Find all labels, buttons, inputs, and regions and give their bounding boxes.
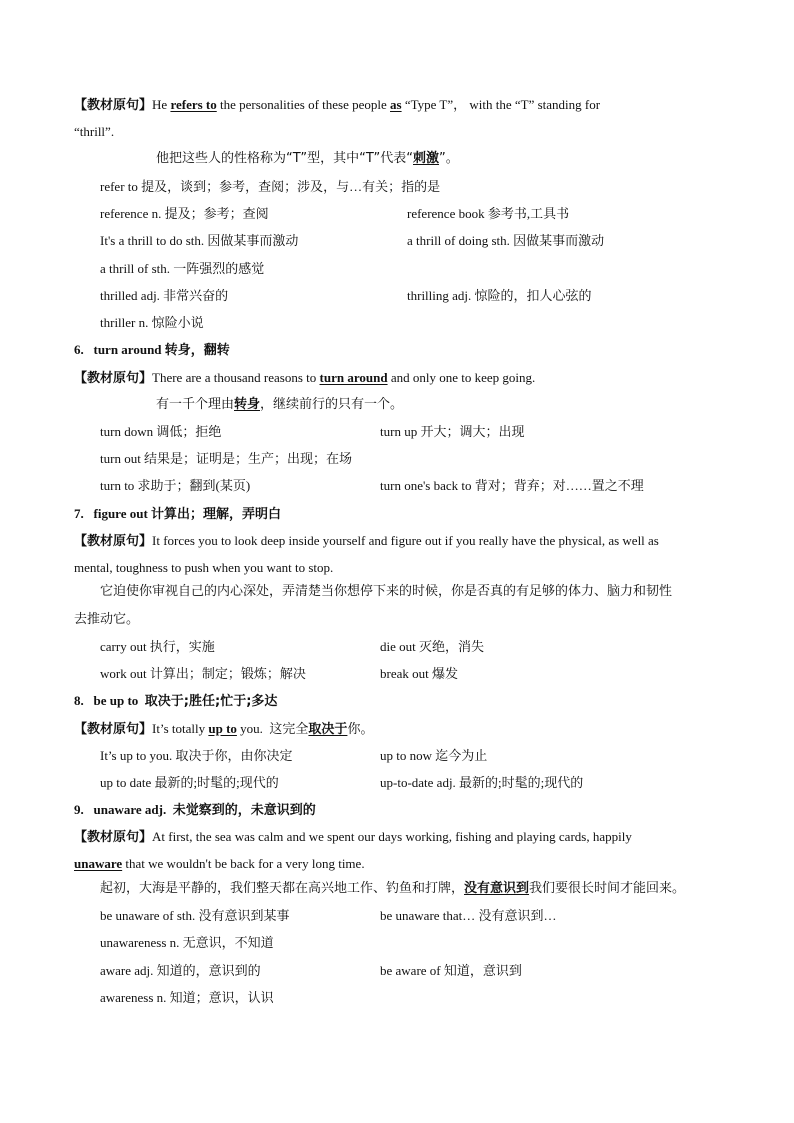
vocab-item: turn up 开大；调大；出现 <box>380 424 525 439</box>
keyword: turn around <box>319 370 388 385</box>
vocab-item: be aware of 知道，意识到 <box>380 963 522 978</box>
vocab-item: up to date 最新的;时髦的;现代的 <box>100 775 279 790</box>
keyword: as <box>390 97 402 112</box>
vocab-item: reference book 参考书,工具书 <box>407 206 570 221</box>
section-heading: 7. figure out 计算出；理解，弄明白 <box>74 506 282 522</box>
source-tag: 【教材原句】 <box>74 830 153 845</box>
sentence-line: 【教材原句】It forces you to look deep inside yourself and figure out if you really have the physical, as well as <box>74 533 659 549</box>
source-tag: 【教材原句】 <box>74 534 153 549</box>
vocab-item: a thrill of doing sth. 因做某事而激动 <box>407 233 605 248</box>
vocab-item: turn out 结果是；证明是；生产；出现；在场 <box>100 451 353 466</box>
vocab-item: up-to-date adj. 最新的;时髦的;现代的 <box>380 775 584 790</box>
vocab-item: thrilling adj. 惊险的，扣人心弦的 <box>407 288 592 303</box>
keyword: 刺激 <box>413 151 440 166</box>
translation-line: 去推动它。 <box>74 612 140 627</box>
source-tag: 【教材原句】 <box>74 371 153 386</box>
sentence-line: unaware that we wouldn't be back for a very long time. <box>74 856 365 871</box>
translation-line: 它迫使你审视自己的内心深处，弄清楚当你想停下来的时候，你是否真的有足够的体力、脑力和韧性 <box>100 584 673 599</box>
sentence-line: 【教材原句】It’s totally up to you. 这完全取决于你。 <box>74 721 374 737</box>
vocab-item: turn down 调低；拒绝 <box>100 424 222 439</box>
vocab-item: a thrill of sth. 一阵强烈的感觉 <box>100 261 265 276</box>
sentence-line: 【教材原句】He refers to the personalities of these people as “Type T”， with the “T” standing for <box>74 97 601 113</box>
vocab-item: work out 计算出；制定；锻炼；解决 <box>100 666 306 681</box>
vocab-item: up to now 迄今为止 <box>380 748 488 763</box>
vocab-item: carry out 执行，实施 <box>100 639 215 654</box>
translation-line: 起初，大海是平静的，我们整天都在高兴地工作、钓鱼和打牌，没有意识到我们要很长时间才能回来。 <box>100 881 686 896</box>
translation-line: 有一千个理由转身，继续前行的只有一个。 <box>156 397 404 412</box>
vocab-item: unawareness n. 无意识，不知道 <box>100 935 274 950</box>
sentence-line: 【教材原句】There are a thousand reasons to turn around and only one to keep going. <box>74 370 536 386</box>
vocab-item: thriller n. 惊险小说 <box>100 315 204 330</box>
vocab-item: break out 爆发 <box>380 666 458 681</box>
section-heading: 6. turn around 转身，翻转 <box>74 342 230 358</box>
source-tag: 【教材原句】 <box>74 722 153 737</box>
keyword: 没有意识到 <box>464 881 530 896</box>
vocab-item: turn one's back to 背对；背弃；对……置之不理 <box>380 478 644 493</box>
vocab-item: It's a thrill to do sth. 因做某事而激动 <box>100 233 299 248</box>
vocab-item: be unaware that… 没有意识到… <box>380 908 557 923</box>
translation-line: 他把这些人的性格称为“T”型，其中“T”代表“刺激”。 <box>156 151 459 166</box>
vocab-item: turn to 求助于；翻到(某页) <box>100 478 251 493</box>
vocab-item: It’s up to you. 取决于你，由你决定 <box>100 748 293 763</box>
keyword: unaware <box>74 856 123 871</box>
keyword: up to <box>208 721 237 736</box>
sentence-line: mental, toughness to push when you want to stop. <box>74 560 334 575</box>
vocab-item: awareness n. 知道；意识，认识 <box>100 990 274 1005</box>
keyword: refers to <box>170 97 217 112</box>
keyword: 转身 <box>234 397 261 412</box>
section-heading: 9. unaware adj. 未觉察到的，未意识到的 <box>74 802 316 818</box>
sentence-line: 【教材原句】At first, the sea was calm and we spent our days working, fishing and playing cards, happily <box>74 829 632 845</box>
keyword: 取决于 <box>308 722 348 737</box>
section-heading: 8. be up to 取决于;胜任;忙于;多达 <box>74 693 278 709</box>
sentence-line: “thrill”. <box>74 124 115 139</box>
vocab-item: refer to 提及，谈到；参考，查阅；涉及，与…有关；指的是 <box>100 179 441 194</box>
vocab-item: be unaware of sth. 没有意识到某事 <box>100 908 290 923</box>
vocab-item: die out 灭绝，消失 <box>380 639 484 654</box>
source-tag: 【教材原句】 <box>74 98 153 113</box>
vocab-item: aware adj. 知道的，意识到的 <box>100 963 261 978</box>
vocab-item: reference n. 提及；参考；查阅 <box>100 206 269 221</box>
vocab-item: thrilled adj. 非常兴奋的 <box>100 288 229 303</box>
